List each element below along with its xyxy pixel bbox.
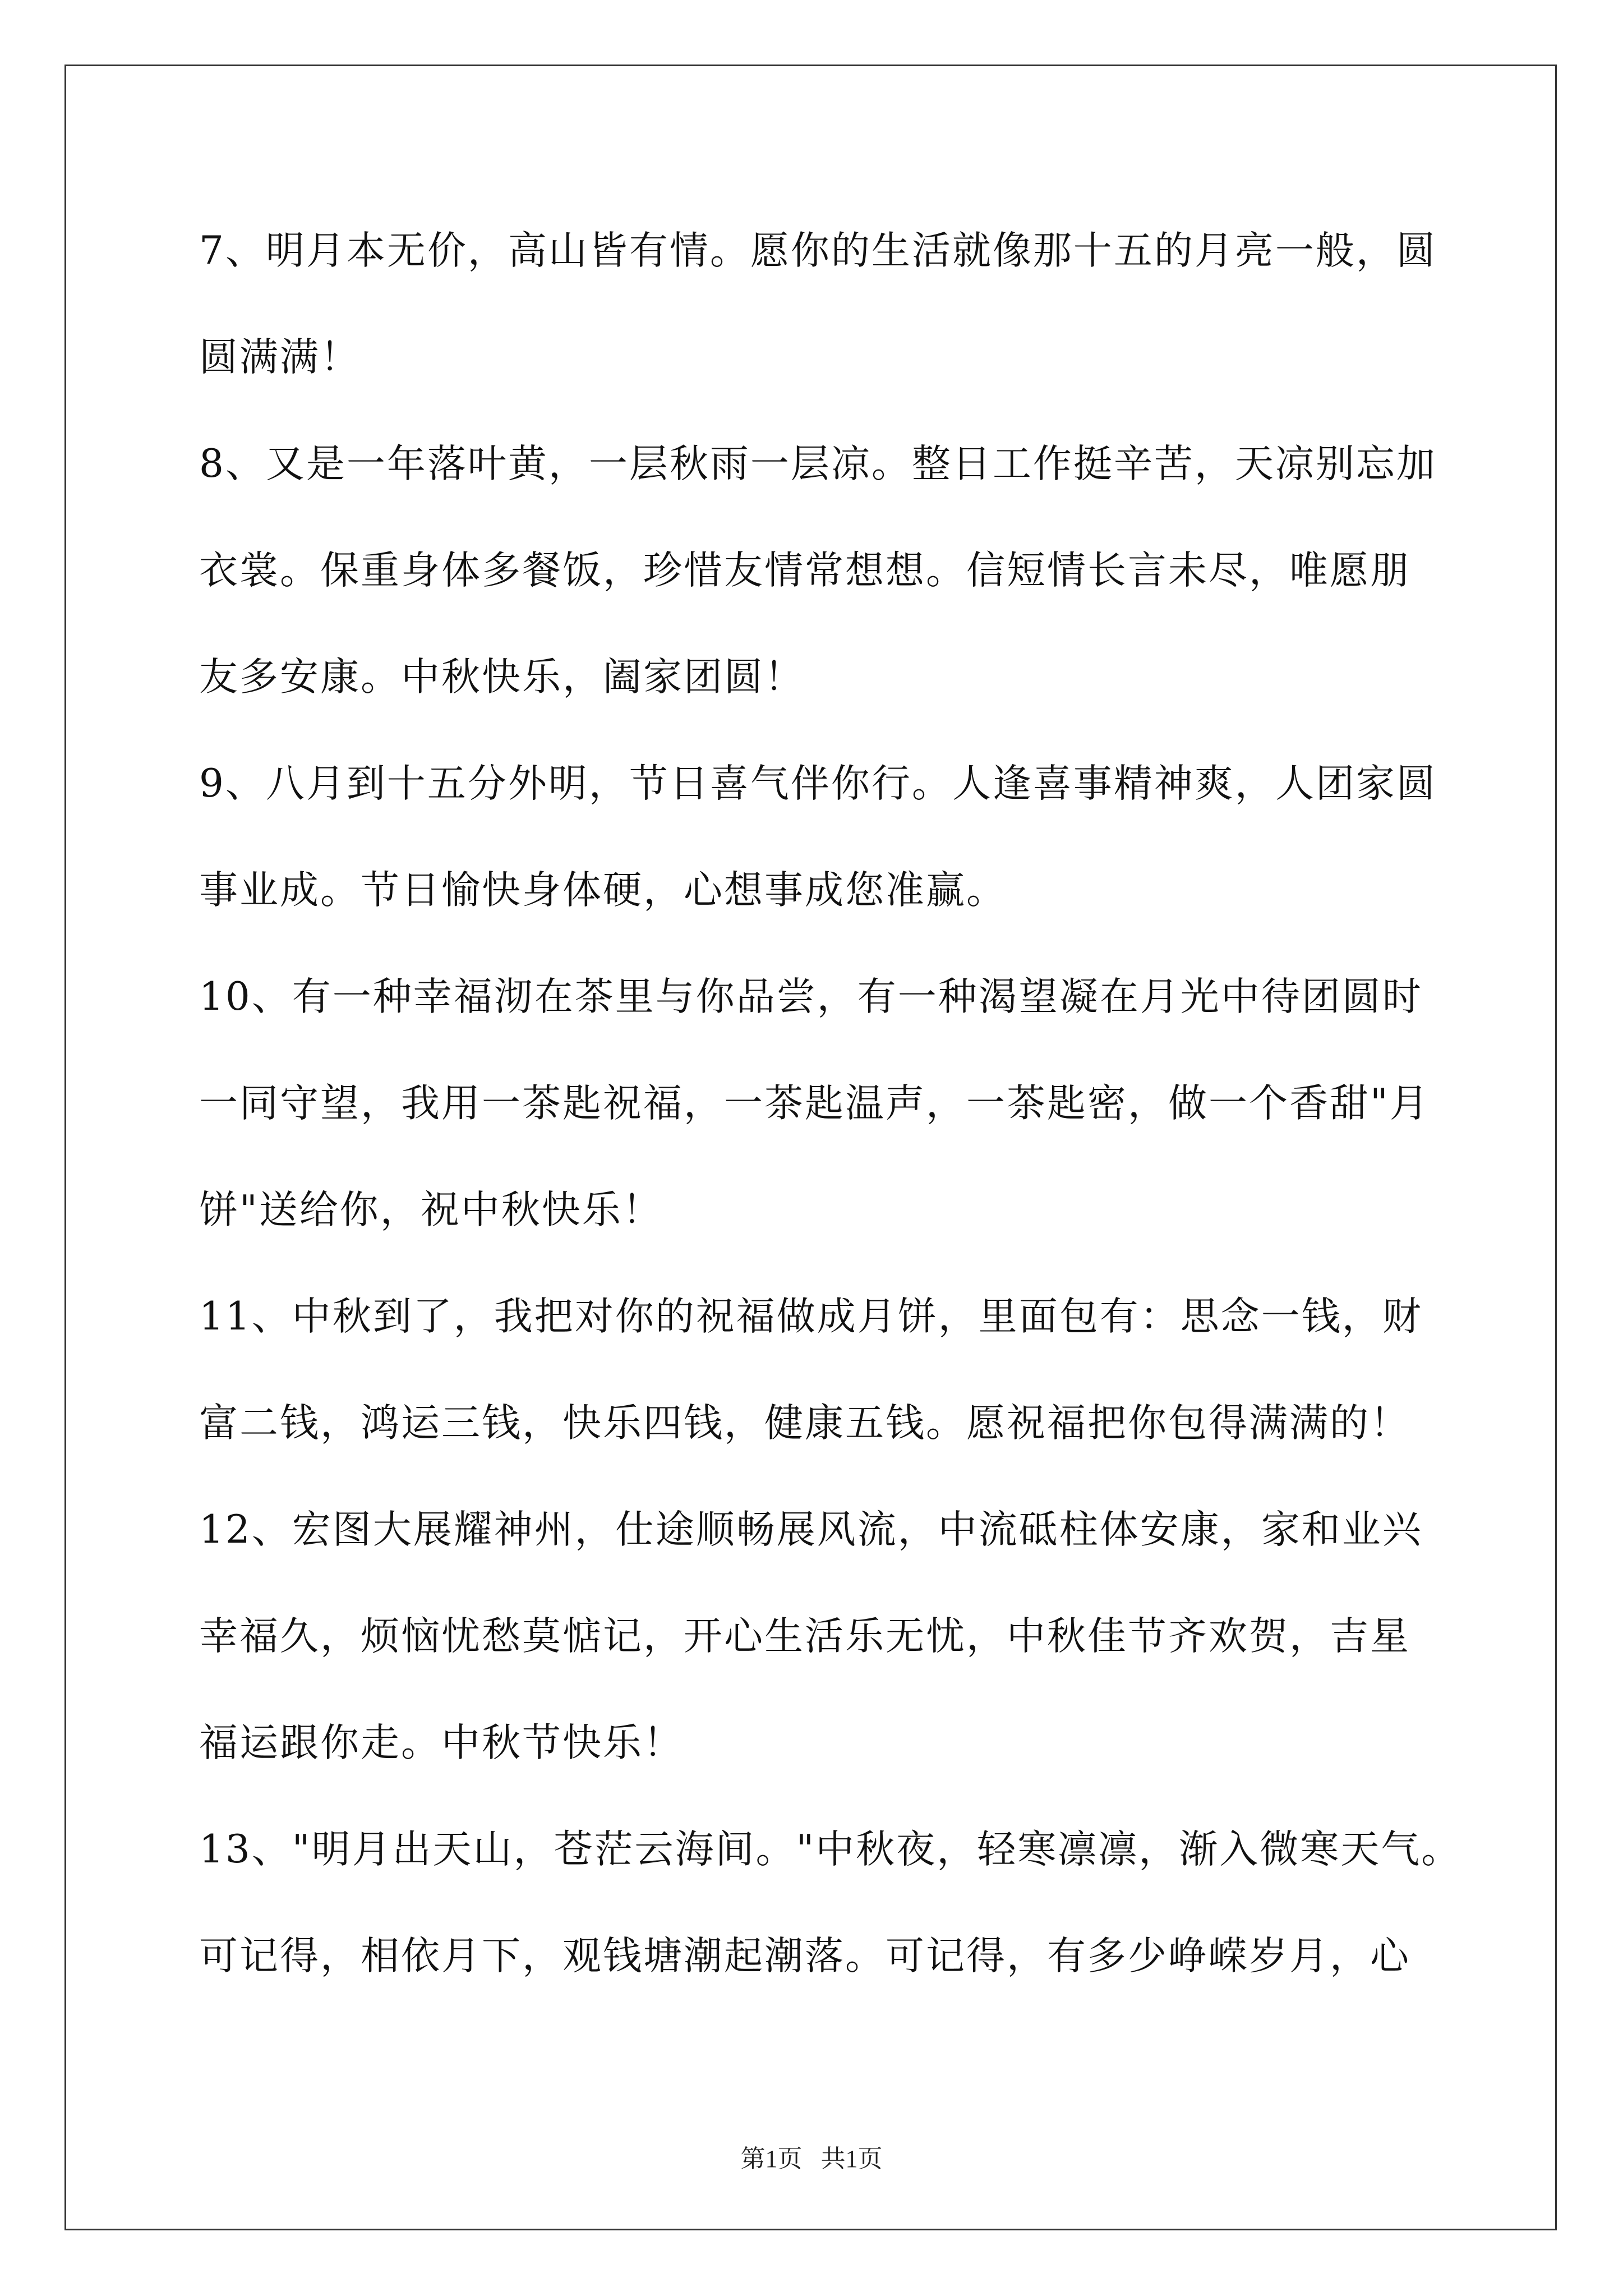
text-line: 衣裳。保重身体多餐饭，珍惜友情常想想。信短情长言未尽，唯愿朋 [199,548,1410,593]
text-line: 8、又是一年落叶黄，一层秋雨一层凉。整日工作挺辛苦，天凉别忘加 [199,441,1437,486]
text-line: 11、中秋到了，我把对你的祝福做成月饼，里面包有：思念一钱，财 [199,1294,1423,1339]
text-line: 幸福久，烦恼忧愁莫惦记，开心生活乐无忧，中秋佳节齐欢贺，吉星 [199,1614,1410,1659]
text-line: 可记得，相依月下，观钱塘潮起潮落。可记得，有多少峥嵘岁月，心 [199,1934,1410,1978]
text-line: 事业成。节日愉快身体硬，心想事成您准赢。 [199,868,1007,913]
text-line: 富二钱，鸿运三钱，快乐四钱，健康五钱。愿祝福把你包得满满的！ [199,1401,1410,1446]
text-line: 饼"送给你，祝中秋快乐！ [199,1188,663,1232]
text-line: 12、宏图大展耀神州，仕途顺畅展风流，中流砥柱体安康，家和业兴 [199,1507,1423,1552]
text-line: 9、八月到十五分外明，节日喜气伴你行。人逢喜事精神爽，人团家圆 [199,761,1437,806]
page-border [64,65,1557,2230]
text-line: 7、明月本无价，高山皆有情。愿你的生活就像那十五的月亮一般，圆 [199,228,1437,273]
page-footer: 第1页 共1页 [740,2145,883,2173]
text-line: 13、"明月出天山，苍茫云海间。"中秋夜，轻寒凛凛，渐入微寒天气。 [199,1827,1462,1872]
text-line: 圆满满！ [199,335,361,380]
text-line: 福运跟你走。中秋节快乐！ [199,1720,684,1765]
text-line: 10、有一种幸福沏在茶里与你品尝，有一种渴望凝在月光中待团圆时 [199,974,1423,1019]
text-line: 友多安康。中秋快乐，阖家团圆！ [199,655,805,700]
text-line: 一同守望，我用一茶匙祝福，一茶匙温声，一茶匙密，做一个香甜"月 [199,1081,1430,1126]
